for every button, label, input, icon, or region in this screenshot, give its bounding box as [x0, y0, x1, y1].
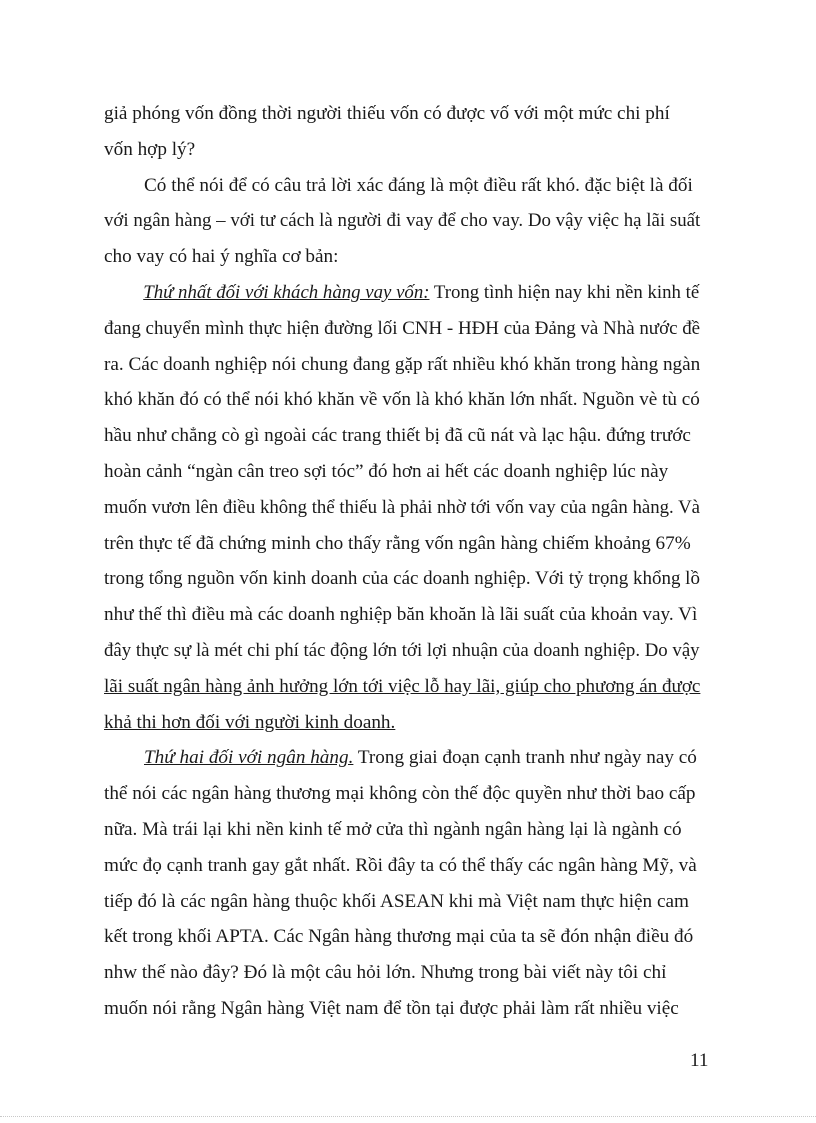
text-line: vốn hợp lý?	[104, 138, 196, 160]
text-line: ra. Các doanh nghiệp nói chung đang gặp rất nhiều khó khăn trong hàng ngàn	[104, 353, 701, 375]
text-line: đang chuyển mình thực hiện đường lối CNH - HĐH của Đảng và Nhà nước đề	[104, 317, 701, 339]
text-line: cho vay có hai ý nghĩa cơ bản:	[104, 246, 339, 268]
text-line: thể nói các ngân hàng thương mại không còn thế độc quyền như thời bao cấp	[104, 783, 696, 805]
underlined-line: lãi suất ngân hàng ảnh hưởng lớn tới việc lỗ hay lãi, giúp cho phương án được	[104, 675, 701, 697]
text-line: đây thực sự là mét chi phí tác động lớn tới lợi nhuận của doanh nghiệp. Do vậy	[104, 639, 700, 661]
text-line: kết trong khối APTA. Các Ngân hàng thương mại của ta sẽ đón nhận điều đó	[104, 926, 694, 948]
text-line: Có thể nói để có câu trả lời xác đáng là một điều rất khó. đặc biệt là đối	[144, 174, 693, 196]
text-line	[104, 275, 700, 311]
text-line: hoàn cảnh “ngàn cân treo sợi tóc” đó hơn ai hết các doanh nghiệp lúc này	[104, 460, 669, 482]
text-line: muốn nói rằng Ngân hàng Việt nam để tồn tại được phải làm rất nhiều việc	[104, 997, 679, 1019]
text-line: nữa. Mà trái lại khi nền kinh tế mở cửa thì ngành ngân hàng lại là ngành có	[104, 818, 682, 840]
body-text	[104, 96, 700, 1027]
page-bottom-divider	[0, 1116, 816, 1117]
text-line	[104, 740, 700, 776]
text-fragment: Trong giai đoạn cạnh tranh như ngày nay có	[353, 747, 697, 769]
text-line: giả phóng vốn đồng thời người thiếu vốn có được vố với một mức chi phí	[104, 103, 670, 124]
text-line: với ngân hàng – với tư cách là người đi vay để cho vay. Do vậy việc hạ lãi suất	[104, 210, 701, 232]
text-line: tiếp đó là các ngân hàng thuộc khối ASEAN khi mà Việt nam thực hiện cam	[104, 890, 689, 912]
text-line: muốn vươn lên điều không thể thiếu là phải nhờ tới vốn vay của ngân hàng. Và	[104, 496, 701, 518]
text-line: trong tổng nguồn vốn kinh doanh của các doanh nghiệp. Với tỷ trọng khổng lồ	[104, 568, 700, 590]
text-fragment: Trong tình hiện nay khi nền kinh tế	[429, 281, 700, 303]
text-line: trên thực tế đã chứng minh cho thấy rằng vốn ngân hàng chiếm khoảng 67%	[104, 532, 691, 554]
text-line: mức đọ cạnh tranh gay gắt nhất. Rồi đây ta có thể thấy các ngân hàng Mỹ, và	[104, 854, 697, 876]
underlined-line: khả thi hơn đối với người kinh doanh.	[104, 711, 396, 733]
text-line: nhw thế nào đây? Đó là một câu hỏi lớn. Nhưng trong bài viết này tôi chỉ	[104, 962, 667, 984]
page-number: 11	[690, 1050, 709, 1071]
subheading-banks: Thứ hai đối với ngân hàng.	[144, 747, 354, 769]
text-line: như thế thì điều mà các doanh nghiệp băn khoăn là lãi suất của khoản vay. Vì	[104, 604, 698, 626]
text-line: khó khăn đó có thể nói khó khăn về vốn là khó khăn lớn nhất. Nguồn vè tù có	[104, 389, 700, 411]
subheading-customers: Thứ nhất đối với khách hàng vay vốn:	[143, 281, 430, 303]
text-line: hầu như chẳng cò gì ngoài các trang thiết bị đã cũ nát và lạc hậu. đứng trước	[104, 425, 691, 447]
